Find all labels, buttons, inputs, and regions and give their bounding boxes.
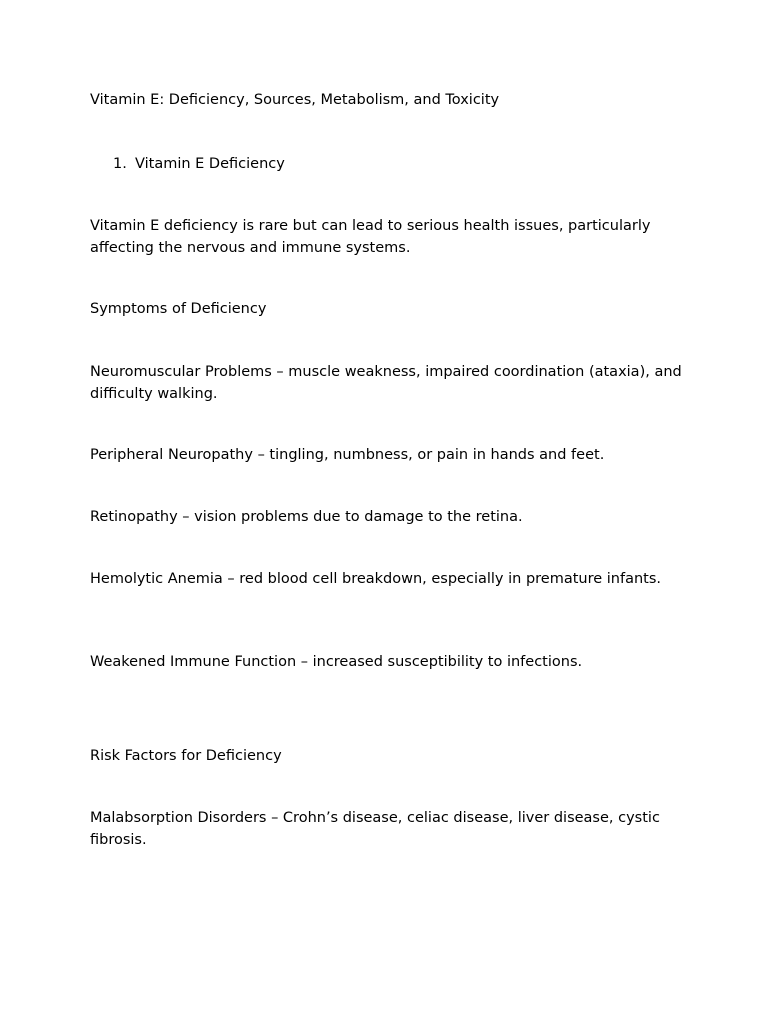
risk-factors-heading: Risk Factors for Deficiency — [90, 748, 282, 764]
risk-factor-paragraph: Malabsorption Disorders – Crohn’s disease, celiac disease, liver disease, cystic fibrosis. — [90, 810, 660, 848]
symptom-paragraph: Hemolytic Anemia – red blood cell breakdown, especially in premature infants. — [90, 571, 662, 587]
symptom-paragraph: Peripheral Neuropathy – tingling, numbness, or pain in hands and feet. — [90, 447, 605, 463]
symptoms-heading: Symptoms of Deficiency — [90, 301, 267, 317]
symptom-paragraph: Neuromuscular Problems – muscle weakness, impaired coordination (ataxia), and difficulty walking. — [90, 364, 682, 402]
intro-paragraph: Vitamin E deficiency is rare but can lead to serious health issues, particularly affecting the nervous and immune systems. — [90, 218, 651, 256]
section-heading-text: Vitamin E Deficiency — [135, 156, 285, 172]
symptom-paragraph: Retinopathy – vision problems due to damage to the retina. — [90, 509, 523, 525]
symptom-paragraph: Weakened Immune Function – increased susceptibility to infections. — [90, 654, 583, 670]
section-heading — [113, 154, 673, 176]
list-number: 1. — [113, 156, 127, 172]
document-title: Vitamin E: Deficiency, Sources, Metabolism, and Toxicity — [90, 92, 500, 108]
